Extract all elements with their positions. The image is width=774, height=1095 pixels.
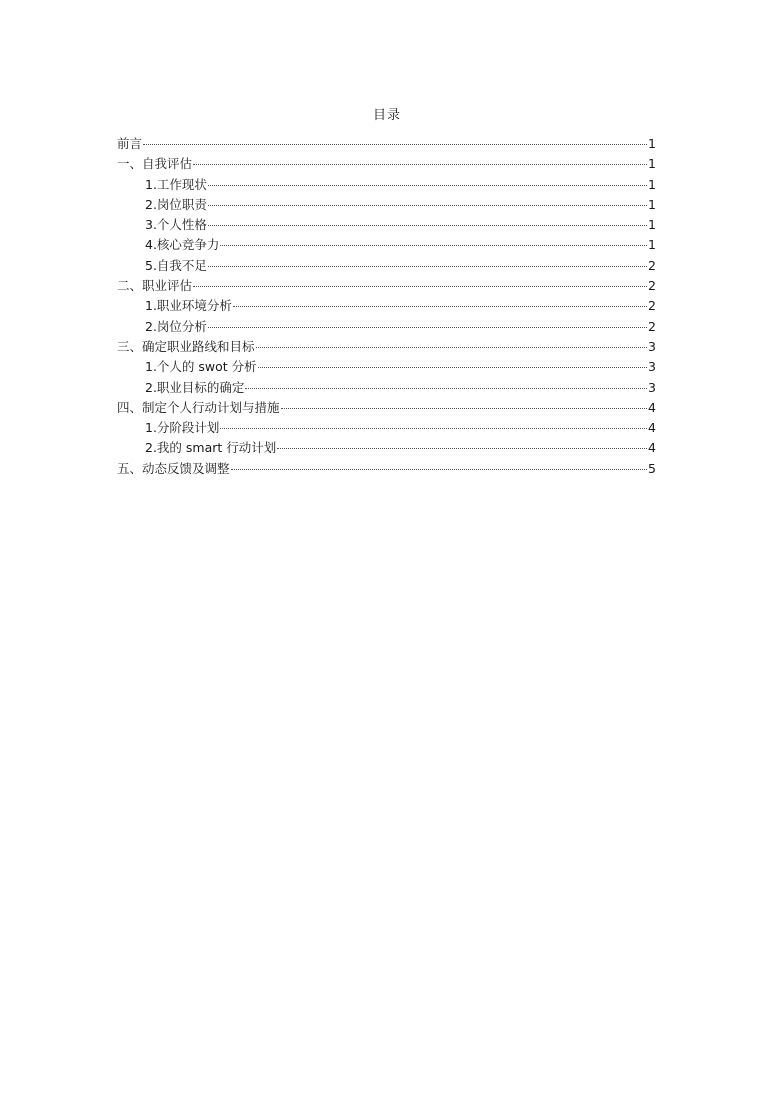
dot-leader <box>281 408 648 409</box>
toc-entry-personality[interactable] <box>117 215 656 235</box>
toc-entry-smart-plan[interactable] <box>117 438 656 458</box>
dot-leader <box>258 367 647 368</box>
toc-entry-career-goal[interactable] <box>117 378 656 398</box>
toc-page-number: 5 <box>648 460 656 476</box>
dot-leader <box>256 347 648 348</box>
toc-page-number: 4 <box>648 420 656 436</box>
dot-leader <box>208 266 647 267</box>
dot-leader <box>220 428 647 429</box>
toc-page-number: 2 <box>648 278 656 294</box>
dot-leader <box>231 469 648 470</box>
dot-leader <box>143 144 647 145</box>
toc-entry-label: 1.个人的 swot 分析 <box>145 359 257 375</box>
dot-leader <box>208 205 647 206</box>
toc-page-number: 1 <box>648 196 656 212</box>
toc-page-number: 3 <box>648 379 656 395</box>
toc-entry-label: 2.岗位职责 <box>145 196 207 212</box>
toc-entry-label: 三、确定职业路线和目标 <box>117 338 255 354</box>
toc-entry-preface[interactable] <box>117 134 656 154</box>
toc-entry-label: 2.职业目标的确定 <box>145 379 245 395</box>
toc-entry-environment-analysis[interactable] <box>117 296 656 316</box>
dot-leader <box>193 164 647 165</box>
toc-page-number: 2 <box>648 298 656 314</box>
toc-entry-label: 4.核心竞争力 <box>145 237 220 253</box>
dot-leader <box>233 306 647 307</box>
toc-entry-label: 1.职业环境分析 <box>145 298 232 314</box>
toc-entry-job-duties[interactable] <box>117 195 656 215</box>
toc-entry-label: 四、制定个人行动计划与措施 <box>117 399 280 415</box>
toc-page-number: 4 <box>648 399 656 415</box>
dot-leader <box>208 225 647 226</box>
toc-page-number: 3 <box>648 359 656 375</box>
toc-entry-feedback-adjustment[interactable] <box>117 459 656 479</box>
toc-page-number: 1 <box>648 217 656 233</box>
toc-entry-label: 1.工作现状 <box>145 176 207 192</box>
toc-title: 目录 <box>372 108 401 123</box>
toc-entry-swot[interactable] <box>117 357 656 377</box>
toc-page-number: 3 <box>648 338 656 354</box>
toc-entry-label: 1.分阶段计划 <box>145 420 220 436</box>
toc-entry-career-path[interactable] <box>117 337 656 357</box>
toc-page-number: 1 <box>648 237 656 253</box>
dot-leader <box>193 286 647 287</box>
toc-entry-label: 五、动态反馈及调整 <box>117 460 230 476</box>
toc-page-number: 1 <box>648 176 656 192</box>
dot-leader <box>277 448 647 449</box>
dot-leader <box>208 327 647 328</box>
toc-entry-position-analysis[interactable] <box>117 317 656 337</box>
dot-leader <box>208 185 647 186</box>
toc-entry-label: 5.自我不足 <box>145 257 207 273</box>
toc-entry-label: 一、自我评估 <box>117 156 193 172</box>
toc-entry-career-assessment[interactable] <box>117 276 656 296</box>
toc-entry-label: 3.个人性格 <box>145 217 207 233</box>
toc-entry-shortcomings[interactable] <box>117 256 656 276</box>
table-of-contents <box>117 134 656 479</box>
toc-entry-label: 2.我的 smart 行动计划 <box>145 440 277 456</box>
toc-entry-label: 前言 <box>117 136 143 151</box>
toc-entry-self-assessment[interactable] <box>117 154 656 174</box>
dot-leader <box>220 245 647 246</box>
toc-entry-core-competence[interactable] <box>117 235 656 255</box>
dot-leader <box>245 388 647 389</box>
toc-page-number: 1 <box>648 136 656 151</box>
toc-page-number: 1 <box>648 156 656 172</box>
toc-entry-work-status[interactable] <box>117 175 656 195</box>
toc-entry-label: 二、职业评估 <box>117 278 193 294</box>
toc-entry-label: 2.岗位分析 <box>145 318 207 334</box>
toc-entry-phased-plan[interactable] <box>117 418 656 438</box>
toc-page-number: 2 <box>648 257 656 273</box>
toc-entry-action-plan[interactable] <box>117 398 656 418</box>
toc-page-number: 2 <box>648 318 656 334</box>
toc-page-number: 4 <box>648 440 656 456</box>
